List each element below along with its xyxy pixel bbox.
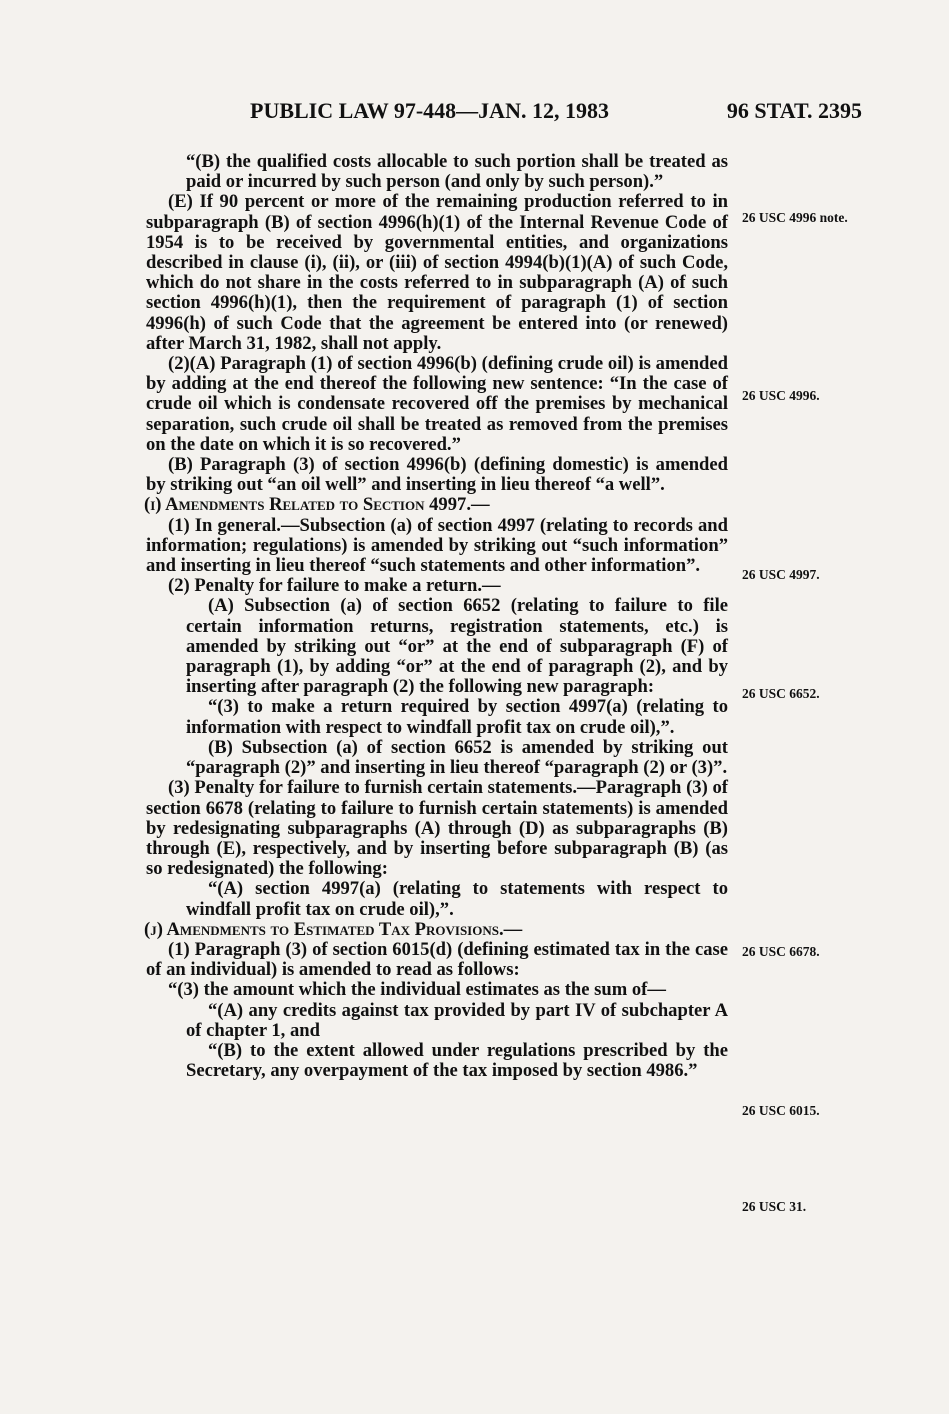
page-header <box>146 98 862 128</box>
paragraph-e-ninety-percent: (E) If 90 percent or more of the remaining production referred to in subparagraph (B) of section 4996(h)(1) of the Internal Revenue Code of 1954 is to be received by governmental entities, and organizations described in clause (i), (ii), or (iii) of section 4994(b)(1)(A) of such Code, which do not share in the costs referred to in subparagraph (A) of such section 4996(h)(1), then the requirement of paragraph (1) of section 4996(h) of such Code that the agreement be entered into (or renewed) after March 31, 1982, shall not apply. <box>146 191 728 354</box>
paragraph-a-credits: “(A) any credits against tax provided by part IV of subchapter A of chapter 1, and <box>186 999 728 1041</box>
margin-note-6678: 26 USC 6678. <box>742 944 820 959</box>
paragraph-1-in-general: (1) In general.—Subsection (a) of section 4997 (relating to records and information; regulations) is amended by striking out “such information” and inserting in lieu thereof “such statements and other information”. <box>146 514 728 577</box>
paragraph-3-amount-estimates: “(3) the amount which the individual estimates as the sum of— <box>168 979 666 1001</box>
paragraph-b-qualified-costs: “(B) the qualified costs allocable to such portion shall be treated as paid or incurred by such person (and only by such person).” <box>186 151 728 193</box>
stat-reference: 96 STAT. 2395 <box>726 98 862 123</box>
paragraph-2b-subsection-6652: (B) Subsection (a) of section 6652 is amended by striking out “paragraph (2)” and inserting in lieu thereof “paragraph (2) or (3)”. <box>186 736 728 779</box>
paragraph-2-penalty-heading: (2) Penalty for failure to make a return.— <box>168 575 501 597</box>
law-title: PUBLIC LAW 97-448—JAN. 12, 1983 <box>250 98 609 123</box>
paragraph-3-penalty-furnish: (3) Penalty for failure to furnish certain statements.—Paragraph (3) of section 6678 (relating to failure to furnish certain statements) is amended by redesignating subparagraphs (A) through (D) as subparagraphs (B) through (E), respectively, and by inserting before subparagraph (B) (as so redesignated) the following: <box>146 777 728 880</box>
paragraph-2a-crude-oil: (2)(A) Paragraph (1) of section 4996(b) (defining crude oil) is amended by adding at the end thereof the following new sentence: “In the case of crude oil which is condensate recovered off the premises by mechanical separation, such crude oil shall be treated as removed from the premises on the date on which it is so recovered.” <box>146 353 728 455</box>
section-j-heading: (j) Amendments to Estimated Tax Provisions.— <box>144 918 523 940</box>
law-text-body <box>146 152 728 1081</box>
paragraph-3-make-return: “(3) to make a return required by section 4997(a) (relating to information with respect to windfall profit tax on crude oil),”. <box>186 696 728 738</box>
section-i-heading: (i) Amendments Related to Section 4997.— <box>144 494 490 516</box>
margin-note-6652: 26 USC 6652. <box>742 686 820 701</box>
paragraph-b-overpayment: “(B) to the extent allowed under regulations prescribed by the Secretary, any overpayment of the tax imposed by section 4986.” <box>186 1039 728 1082</box>
paragraph-2a-subsection-6652: (A) Subsection (a) of section 6652 (relating to failure to file certain information returns, registration statements, etc.) is amended by striking out “or” at the end of subparagraph (F) of paragraph (1), by adding “or” at the end of paragraph (2), and by inserting after paragraph (2) the following new paragraph: <box>186 595 728 698</box>
paragraph-1-section-6015d: (1) Paragraph (3) of section 6015(d) (defining estimated tax in the case of an individual) is amended to read as follows: <box>146 938 728 981</box>
paragraph-2b-domestic: (B) Paragraph (3) of section 4996(b) (defining domestic) is amended by striking out “an oil well” and inserting in lieu thereof “a well”. <box>146 454 728 496</box>
margin-note-4997: 26 USC 4997. <box>742 567 820 582</box>
margin-note-6015: 26 USC 6015. <box>742 1103 820 1118</box>
paragraph-a-section-4997a: “(A) section 4997(a) (relating to statements with respect to windfall profit tax on crude oil),”. <box>186 878 728 920</box>
margin-note-4996: 26 USC 4996. <box>742 388 820 403</box>
margin-note-31: 26 USC 31. <box>742 1199 807 1214</box>
margin-note-4996-note: 26 USC 4996 note. <box>742 210 848 225</box>
